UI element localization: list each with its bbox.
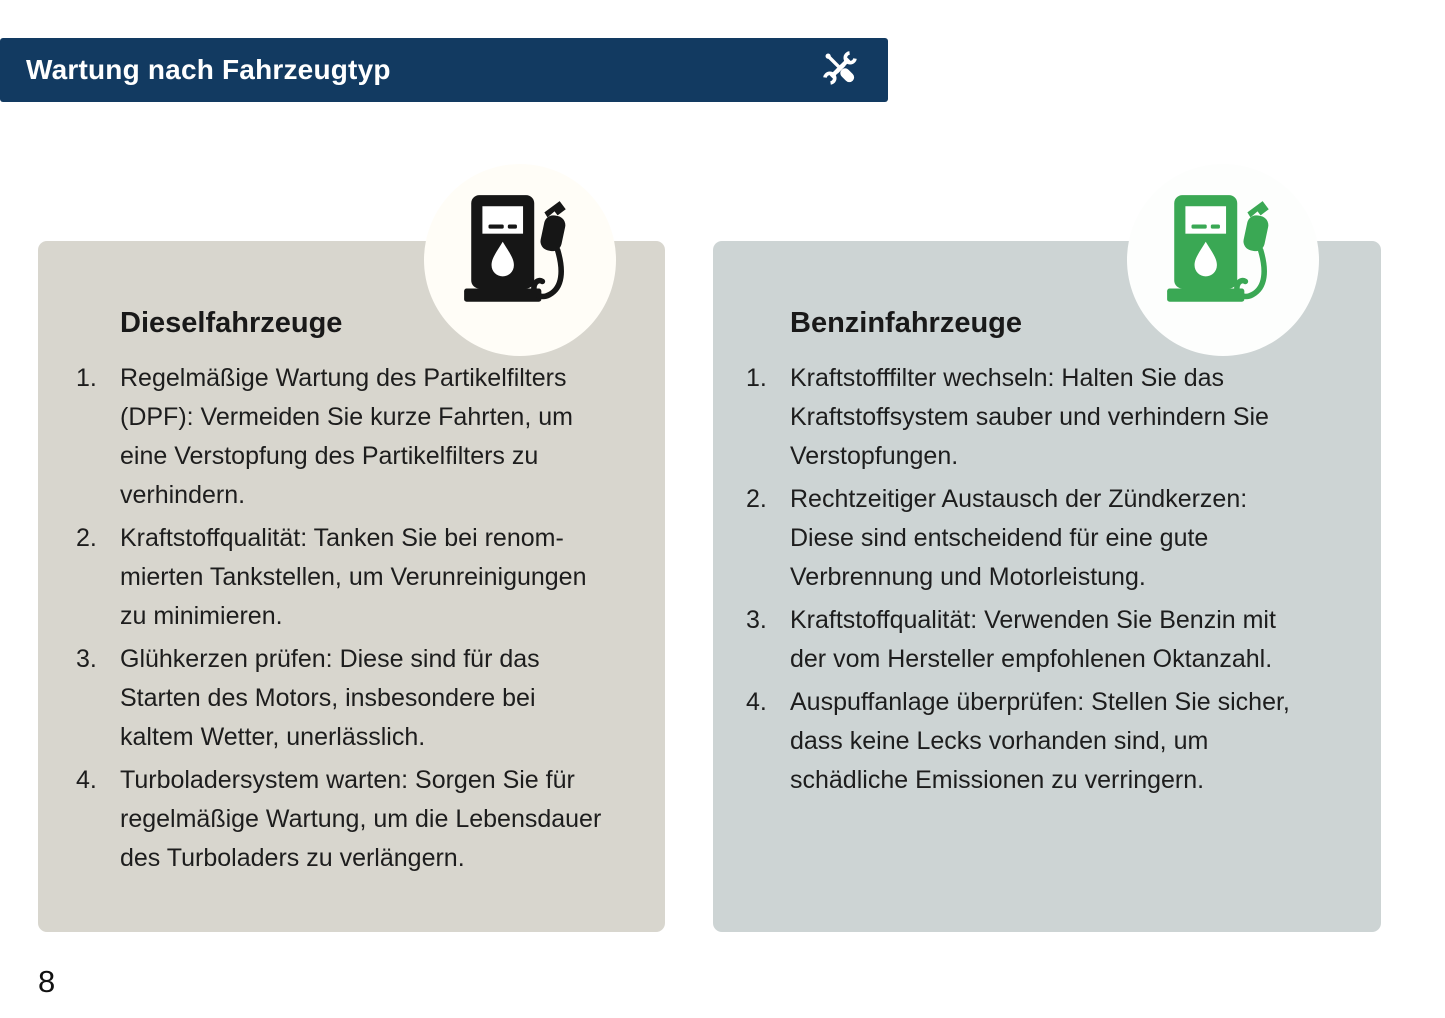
page-title: Wartung nach Fahrzeugtyp (26, 54, 391, 85)
item-number: 1. (76, 364, 97, 392)
item-number: 4. (76, 766, 97, 794)
item-number: 2. (76, 524, 97, 552)
list-item (76, 640, 607, 757)
list-item (746, 359, 1309, 476)
list-item (76, 761, 607, 878)
item-text: Regelmäßige Wartung des Partikelfilters (DPF): Vermeiden Sie kurze Fahrten, um eine Verstopfung des Partikelfilters zu verhindern. (120, 364, 573, 509)
item-number: 3. (746, 606, 767, 634)
item-number: 3. (76, 645, 97, 673)
icon-circle (424, 164, 616, 356)
fuel-pump-icon (461, 199, 579, 322)
card-title: Benzinfahrzeuge (790, 307, 1023, 339)
benzin-list (746, 359, 1309, 800)
card-title: Dieselfahrzeuge (120, 307, 343, 339)
card-benzin (713, 241, 1381, 932)
item-text: Auspuffanlage überprüfen: Stellen Sie sicher, dass keine Lecks vorhanden sind, um schädliche Emissionen zu verringern. (790, 688, 1290, 794)
list-item (746, 480, 1309, 597)
list-item (76, 359, 607, 515)
fuel-pump-icon (1164, 199, 1282, 322)
item-number: 1. (746, 364, 767, 392)
item-number: 2. (746, 485, 767, 513)
list-item (746, 683, 1309, 800)
header-bar (0, 38, 888, 102)
diesel-list (76, 359, 607, 878)
tools-icon (818, 46, 862, 95)
list-item (76, 519, 607, 636)
icon-circle (1127, 164, 1319, 356)
item-text: Rechtzeitiger Austausch der Zündkerzen: Diese sind entscheidend für eine gute Verbrennung und Motorleistung. (790, 485, 1248, 591)
item-text: Kraftstofffilter wechseln: Halten Sie das Kraftstoffsystem sauber und verhindern Sie Verstopfungen. (790, 364, 1269, 470)
card-diesel (38, 241, 665, 932)
list-item (746, 601, 1309, 679)
item-text: Kraftstoffqualität: Verwenden Sie Benzin mit der vom Hersteller empfohlenen Oktanzahl. (790, 606, 1276, 673)
item-text: Glühkerzen prüfen: Diese sind für das Starten des Motors, insbesondere bei kaltem Wetter, unerlässlich. (120, 645, 540, 751)
item-text: Turboladersystem warten: Sorgen Sie für regelmäßige Wartung, um die Lebensdauer des Turboladers zu verlängern. (120, 766, 602, 872)
item-text: Kraftstoffqualität: Tanken Sie bei renommierten Tankstellen, um Verunreinigungen zu minimieren. (120, 524, 587, 630)
item-number: 4. (746, 688, 767, 716)
page-number: 8 (38, 964, 56, 999)
